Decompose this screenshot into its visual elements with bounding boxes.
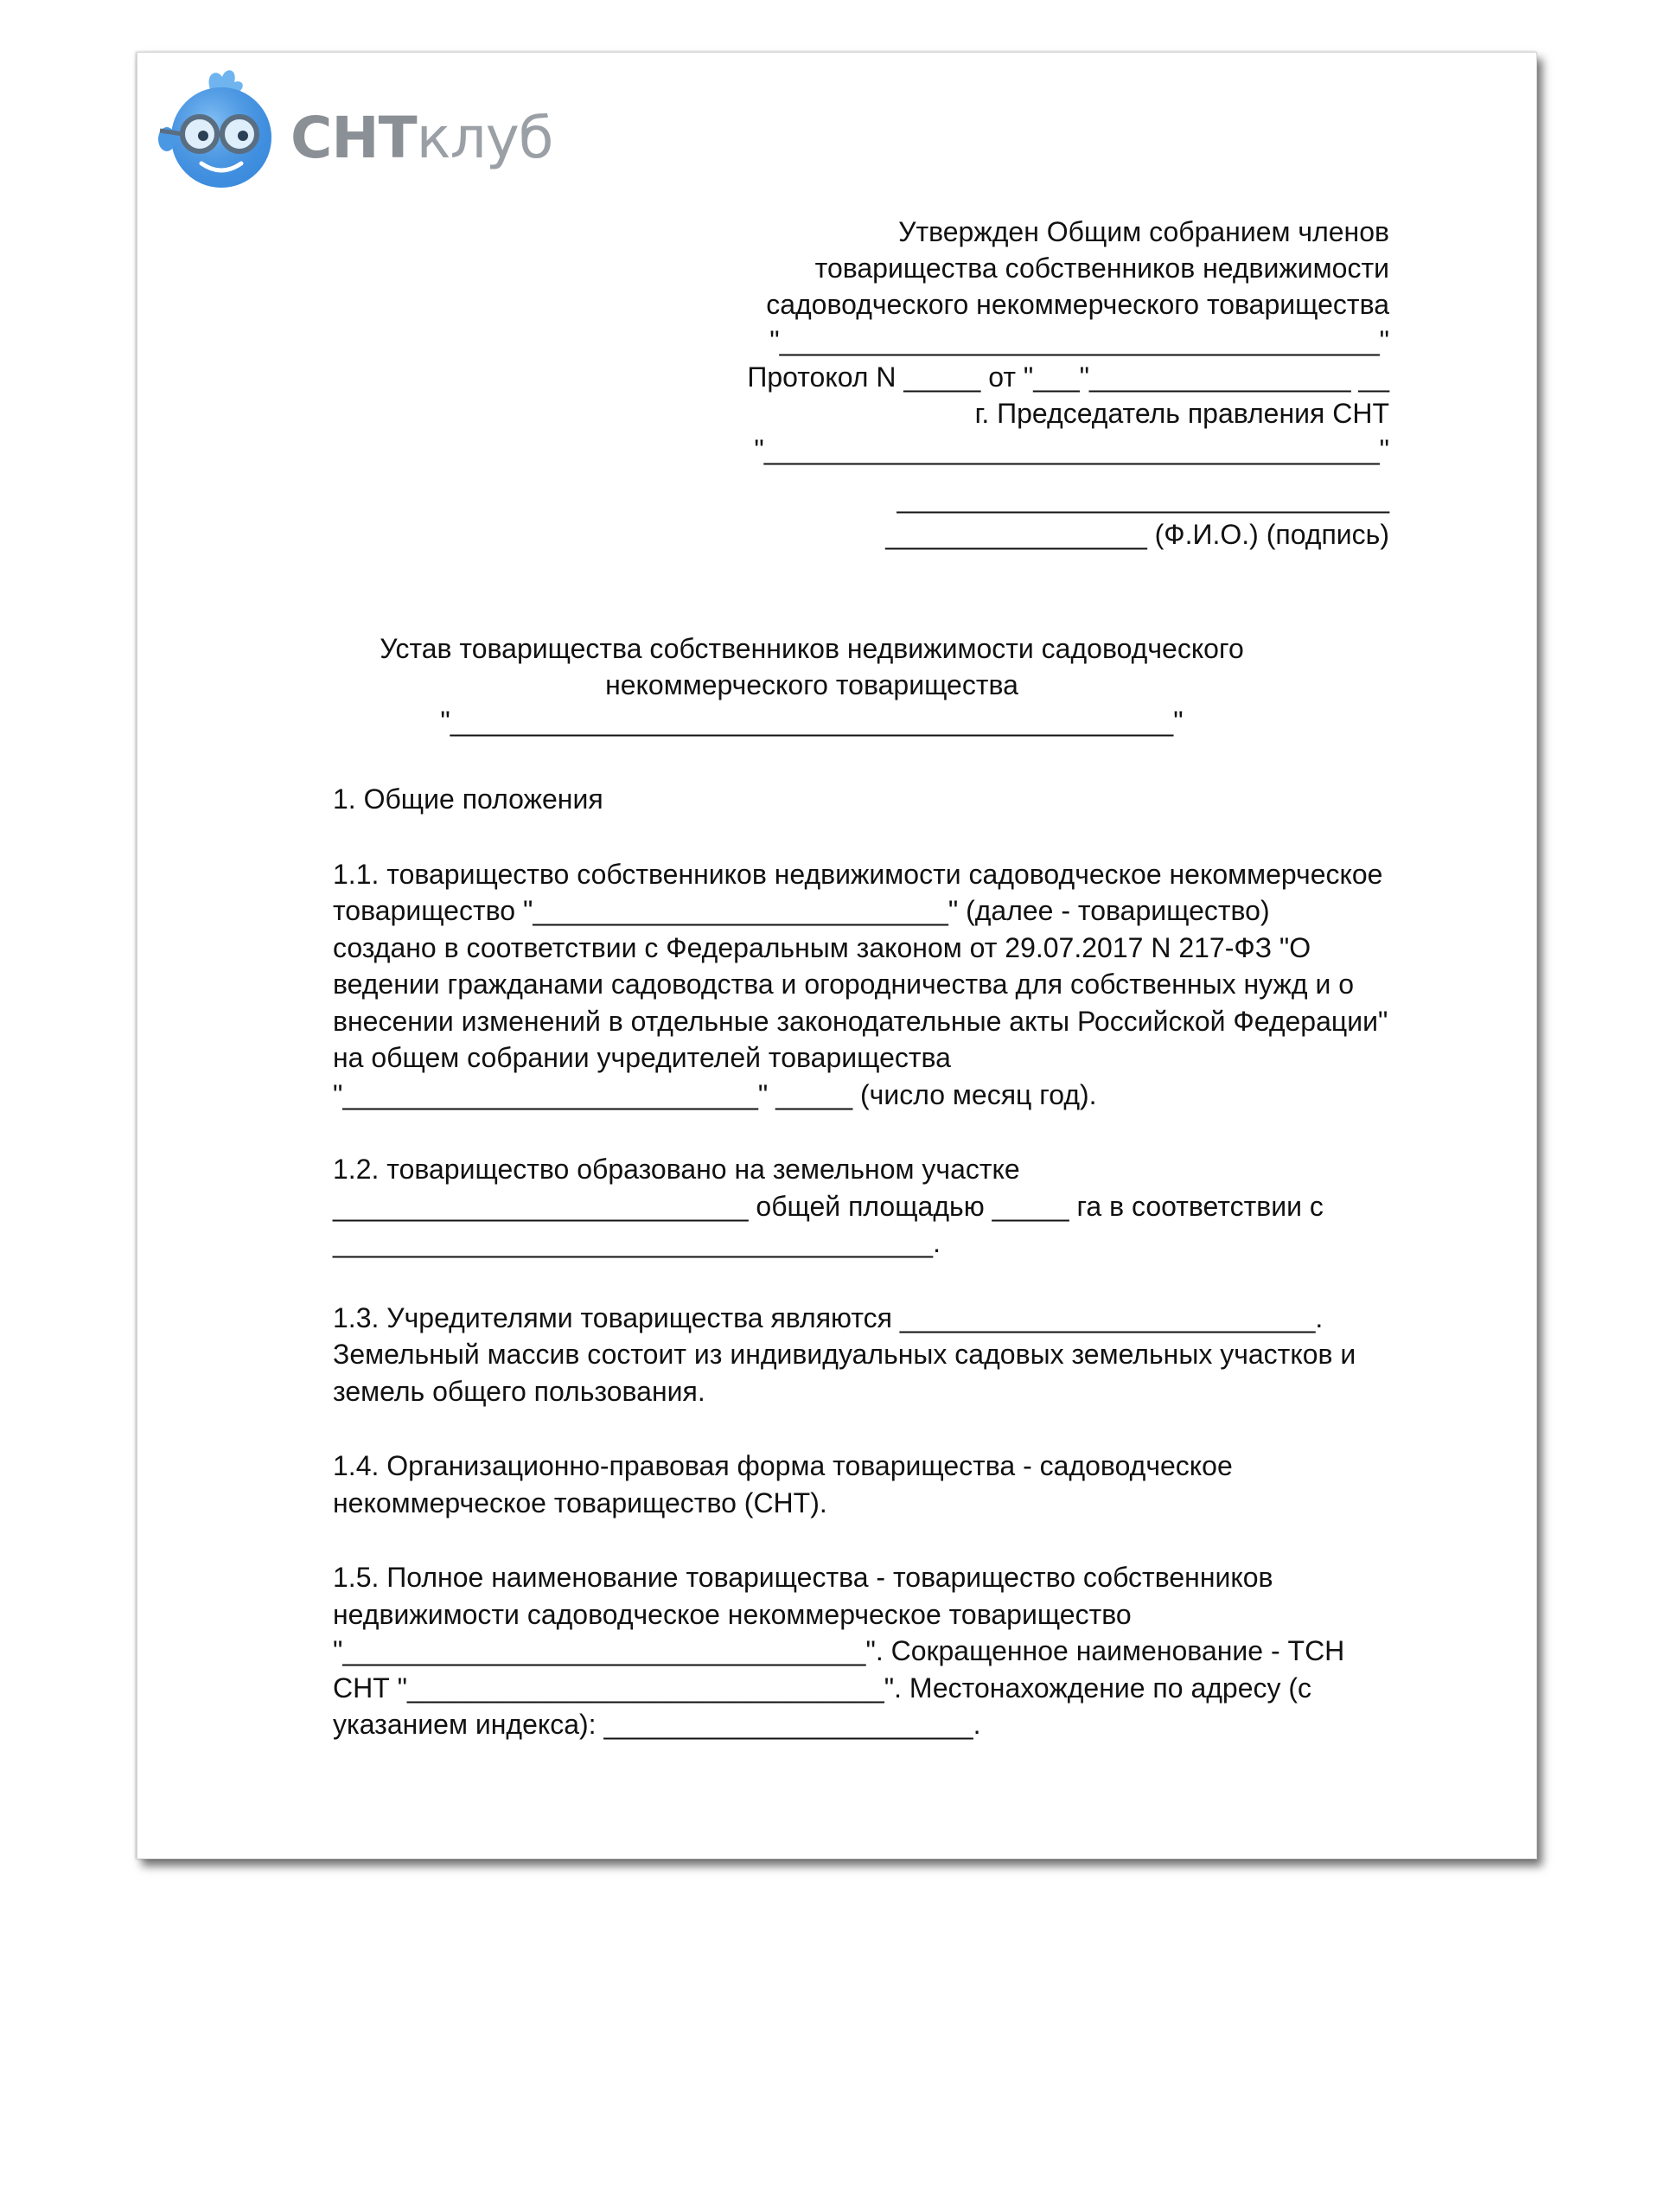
text-line: внесении изменений в отдельные законодательные акты Российской Федерации" xyxy=(333,1005,1388,1037)
text-line: некоммерческое товарищество (СНТ). xyxy=(333,1486,827,1518)
paragraph-1-2 xyxy=(333,1151,1405,1262)
text-line: товарищество "___________________________" (далее - товарищество) xyxy=(333,895,1270,926)
logo-text: СНТклуб xyxy=(290,105,553,171)
text-line: ведении гражданами садоводства и огородничества для собственных нужд и о xyxy=(333,969,1355,1000)
approval-line: Утвержден Общим собранием членов xyxy=(898,216,1389,247)
text-line: Земельный массив состоит из индивидуальных садовых земельных участков и xyxy=(333,1339,1356,1370)
section-heading xyxy=(333,781,1405,818)
spacer xyxy=(732,468,1389,480)
text-line: 1.2. товарищество образовано на земельном участке xyxy=(333,1154,1020,1185)
approval-line: "________________________________________" xyxy=(754,434,1389,465)
snt-club-logo[interactable] xyxy=(148,61,553,191)
text-line: "__________________________________". Сокращенное наименование - ТСН xyxy=(333,1635,1345,1666)
text-line: СНТ "_______________________________". Местонахождение по адресу (с xyxy=(333,1672,1312,1704)
text-line: указанием индекса): ________________________. xyxy=(333,1709,981,1740)
paragraph-1-5 xyxy=(333,1559,1405,1743)
paragraph-1-4 xyxy=(333,1448,1405,1521)
signature-line: ________________________________ xyxy=(896,483,1389,514)
text-line: создано в соответствии с Федеральным законом от 29.07.2017 N 217-ФЗ "О xyxy=(333,931,1311,963)
text-line: 1.4. Организационно-правовая форма товарищества - садоводческое xyxy=(333,1450,1233,1481)
document-body xyxy=(333,781,1405,1781)
title-line: Устав товарищества собственников недвижимости садоводческого xyxy=(380,633,1244,664)
document-title xyxy=(380,630,1244,739)
mascot-icon xyxy=(148,61,295,191)
text-line: "___________________________" _____ (число месяц год). xyxy=(333,1078,1097,1110)
title-line: некоммерческого товарищества xyxy=(605,669,1018,700)
approval-line: товарищества собственников недвижимости xyxy=(814,253,1389,284)
approval-line: "_______________________________________" xyxy=(769,325,1389,356)
document-page xyxy=(137,52,1537,1859)
text-line: 1. Общие положения xyxy=(333,783,603,815)
text-line: _______________________________________. xyxy=(333,1227,941,1258)
text-line: 1.1. товарищество собственников недвижимости садоводческое некоммерческое xyxy=(333,858,1383,890)
text-line: земель общего пользования. xyxy=(333,1375,705,1407)
text-line: на общем собрании учредителей товарищества xyxy=(333,1042,951,1073)
text-line: 1.3. Учредителями товарищества являются ___________________________. xyxy=(333,1301,1324,1333)
title-line: "_______________________________________________" xyxy=(440,706,1184,737)
approval-block xyxy=(732,214,1389,553)
text-line: ___________________________ общей площадью _____ га в соответствии с xyxy=(333,1190,1324,1222)
text-line: недвижимости садоводческое некоммерческое товарищество xyxy=(333,1598,1132,1630)
paragraph-1-3 xyxy=(333,1300,1405,1410)
signature-line: _________________ (Ф.И.О.) (подпись) xyxy=(885,519,1389,550)
paragraph-1-1 xyxy=(333,856,1405,1114)
approval-line: Протокол N _____ от "___"_________________ __ xyxy=(747,361,1389,393)
text-line: 1.5. Полное наименование товарищества - товарищество собственников xyxy=(333,1562,1273,1593)
approval-line: садоводческого некоммерческого товарищества xyxy=(766,289,1389,320)
approval-line: г. Председатель правления СНТ xyxy=(974,398,1389,429)
